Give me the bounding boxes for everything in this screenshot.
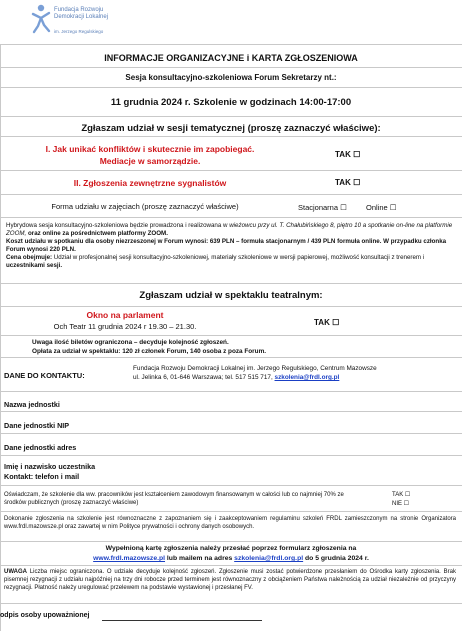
form-title-row xyxy=(0,44,462,68)
topic-1-checkbox[interactable]: TAK ☐ xyxy=(335,150,361,159)
hybrid-location: wieżowcu przy ul. T. Chałubińskiego 8, piętro 10 a spotkanie on-line na platformie ZOOM, xyxy=(6,222,453,238)
price-info xyxy=(6,254,456,270)
session-question-row xyxy=(0,117,462,137)
logo-figure-icon xyxy=(30,4,52,34)
contact-email-link[interactable]: szkolenia@frdl.org.pl xyxy=(274,374,340,381)
session-question: Zgłaszam udział w sesji tematycznej (proszę zaznaczyć właściwe): xyxy=(81,123,381,134)
form-label: Forma udziału w zajęciach (proszę zaznaczyć właściwe) xyxy=(51,202,239,211)
logo-text xyxy=(54,7,108,21)
topic-1-row xyxy=(0,137,462,171)
signature-row xyxy=(0,612,89,619)
subtitle-row xyxy=(0,68,462,88)
cost-info: Koszt udziału w spotkaniu dla osoby niezrzeszonej w Forum wynosi: 639 PLN – formuła stacjonarnym / 439 PLN formuła online. W przypadku członka Forum wynosi 220 PLN. xyxy=(6,238,447,254)
signature-line[interactable] xyxy=(102,620,262,621)
submit-line-1: Wypełnioną kartę zgłoszenia należy przesłać poprzez formularz zgłoszenia na xyxy=(105,545,357,552)
submit-deadline: do 5 grudnia 2024 r. xyxy=(303,555,369,562)
frdl-logo xyxy=(30,4,150,38)
topic-2-label: II. Zgłoszenia zewnętrzne sygnalistów xyxy=(73,178,227,188)
nip-label: Dane jednostki NIP xyxy=(4,421,70,430)
online-checkbox[interactable]: Online ☐ xyxy=(366,203,397,212)
session-subtitle: Sesja konsultacyjno-szkoleniowa Forum Sekretarzy nt.: xyxy=(125,73,337,82)
session-date: 11 grudnia 2024 r. Szkolenie w godzinach 14:00-17:00 xyxy=(110,97,352,108)
submit-line-2 xyxy=(0,554,462,564)
form-title: INFORMACJE ORGANIZACYJNE i KARTA ZGŁOSZENIOWA xyxy=(104,53,358,63)
theatre-play-label xyxy=(0,310,250,332)
submit-email-link[interactable]: szkolenia@frdl.org.pl xyxy=(234,555,304,562)
participant-field[interactable] xyxy=(0,456,462,486)
unit-name-field[interactable] xyxy=(0,392,462,412)
hybrid-text: Hybrydowa sesja konsultacyjno-szkoleniowa będzie prowadzona i realizowana w xyxy=(6,222,230,229)
price-text: Udział w profesjonalnej sesji konsultacyjno-szkoleniowej, materiały szkoleniowe w wersji papierowej, możliwość konsultacji z trenerem i xyxy=(52,254,425,262)
price-label: Cena obejmuje: xyxy=(6,254,53,262)
topic-1-line-2: Mediacje w samorządzie. xyxy=(99,156,201,166)
participant-contact-label: Kontakt: telefon i mail xyxy=(4,472,80,481)
address-field[interactable] xyxy=(0,434,462,456)
financing-tak-checkbox[interactable]: TAK ☐ xyxy=(392,492,411,498)
contact-address: ul. Jelinka 6, 01-646 Warszawa; tel. 517 515 717, xyxy=(133,374,275,381)
date-row xyxy=(0,88,462,117)
notice-row xyxy=(0,566,462,604)
theatre-note-1: Uwaga ilość biletów ograniczona – decyduje kolejność zgłoszeń. xyxy=(32,339,229,346)
play-venue: Och Teatr 11 grudnia 2024 r 19.30 – 21.30. xyxy=(53,322,197,331)
notice-text: Liczba miejsc ograniczona. O udziale decyduje kolejność zgłoszeń. Zgłoszenie musi zostać potwierdzone przesłaniem do Ośrodka karty zgłoszenia. Brak pisemnej rezygnacji z udziału najpóźniej na trzy dni robocze przed terminem jest równoznaczny z obciążeniem Państwa należnością za udział niezależnie od przyczyny rezygnacji. Płatność należy uregulować przelewem na podstawie wystawionej i przesłanej FV. xyxy=(4,569,456,592)
submit-row xyxy=(0,542,462,566)
topic-2-row xyxy=(0,171,462,195)
topic-1-line-1: I. Jak unikać konfliktów i skutecznie im zapobiegać. xyxy=(45,144,255,154)
rodo-row xyxy=(0,512,462,542)
financing-text: Oświadczam, że szkolenie dla ww. pracowników jest kształceniem zawodowym finansowanym w całości lub co najmniej 70% ze środków publicznych (proszę zaznaczyć właściwe) xyxy=(4,492,344,506)
theatre-checkbox[interactable]: TAK ☐ xyxy=(314,318,340,327)
rodo-text: Dokonanie zgłoszenia na szkolenie jest równoznaczne z zapoznaniem się i zaakceptowaniem regulaminu szkoleń FRDL zamieszczonym na stronie Organizatora www.frdl.mazowsze.pl oraz zawartej w nim Polityce prywatności i ochrony danych osobowych. xyxy=(4,516,456,530)
unit-name-label: Nazwa jednostki xyxy=(4,400,60,409)
signature-label: odpis osoby upoważnionej xyxy=(0,612,90,619)
participant-label: Imię i nazwisko uczestnika xyxy=(4,462,96,471)
contact-line-1: Fundacja Rozwoju Demokracji Lokalnej im. Jerzego Regulskiego, Centrum Mazowsze xyxy=(133,365,377,372)
theatre-question-row xyxy=(0,284,462,307)
price-bold: uczestnikami sesji. xyxy=(6,262,63,270)
theatre-question: Zgłaszam udział w spektaklu teatralnym: xyxy=(139,290,323,301)
contact-label: DANE DO KONTAKTU: xyxy=(4,371,85,380)
topic-1-label xyxy=(0,143,300,167)
logo-line-1: Fundacja Rozwoju xyxy=(54,7,104,13)
topic-2-checkbox[interactable]: TAK ☐ xyxy=(335,178,361,187)
form-of-participation-row xyxy=(0,195,462,218)
address-label: Dane jednostki adres xyxy=(4,443,77,452)
submit-mid: lub mailem na adres xyxy=(165,555,235,562)
notice-label: UWAGA xyxy=(4,569,27,575)
hybrid-online: oraz online za pośrednictwem platformy ZOOM. xyxy=(26,230,168,238)
theatre-notes-row xyxy=(0,336,462,358)
hybrid-info xyxy=(6,222,456,238)
stationary-checkbox[interactable]: Stacjonarna ☐ xyxy=(298,203,347,212)
financing-declaration-row xyxy=(0,486,462,512)
info-block xyxy=(0,218,462,284)
contact-details xyxy=(133,364,457,382)
logo-line-3: im. Jerzego Regulskiego xyxy=(54,29,104,34)
logo-line-2: Demokracji Lokalnej xyxy=(54,14,109,20)
financing-nie-checkbox[interactable]: NIE ☐ xyxy=(392,501,410,507)
play-title: Okno na parlament xyxy=(86,310,164,320)
theatre-note-2: Opłata za udział w spektaklu: 120 zł członek Forum, 140 osoba z poza Forum. xyxy=(32,348,267,355)
contact-row xyxy=(0,358,462,392)
theatre-play-row xyxy=(0,307,462,336)
contact-line-2 xyxy=(133,373,457,382)
nip-field[interactable] xyxy=(0,412,462,434)
submit-site-link[interactable]: www.frdl.mazowsze.pl xyxy=(93,555,166,562)
